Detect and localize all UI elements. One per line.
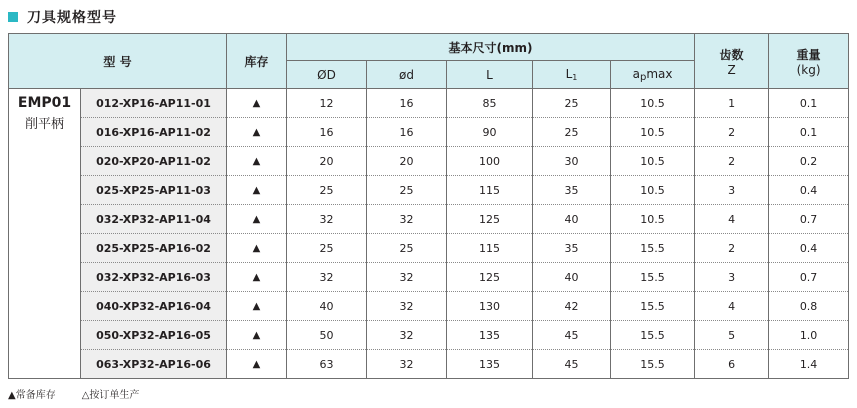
series-code: EMP01 [17, 95, 72, 111]
length-cell: 115 [447, 234, 533, 263]
length-1-cell: 40 [533, 263, 611, 292]
teeth-cell: 4 [695, 292, 769, 321]
ap-max-cell: 10.5 [611, 205, 695, 234]
outer-diameter-cell: 63 [287, 350, 367, 379]
length-1-cell: 45 [533, 350, 611, 379]
teeth-cell: 2 [695, 147, 769, 176]
model-cell: 032-XP32-AP16-03 [81, 263, 227, 292]
shank-diameter-cell: 32 [367, 263, 447, 292]
spec-table [8, 33, 849, 379]
teeth-cell: 5 [695, 321, 769, 350]
header-weight [769, 34, 849, 89]
stock-cell: ▲ [227, 234, 287, 263]
length-cell: 90 [447, 118, 533, 147]
weight-cell: 1.4 [769, 350, 849, 379]
header-ap-sub: p [639, 71, 647, 83]
header-length-1-sub: 1 [572, 73, 578, 82]
header-teeth [695, 34, 769, 89]
header-weight-label: 重量 [796, 47, 821, 62]
model-cell: 025-XP25-AP11-03 [81, 176, 227, 205]
header-ap-suffix: max [646, 66, 673, 81]
ap-max-cell: 10.5 [611, 176, 695, 205]
length-cell: 125 [447, 205, 533, 234]
table-row [9, 205, 849, 234]
weight-cell: 0.7 [769, 263, 849, 292]
length-1-cell: 35 [533, 234, 611, 263]
ap-max-cell: 15.5 [611, 263, 695, 292]
length-1-cell: 30 [533, 147, 611, 176]
shank-diameter-cell: 25 [367, 176, 447, 205]
length-cell: 135 [447, 350, 533, 379]
shank-diameter-cell: 32 [367, 292, 447, 321]
table-row [9, 321, 849, 350]
weight-cell: 0.8 [769, 292, 849, 321]
weight-cell: 0.4 [769, 176, 849, 205]
model-cell: 016-XP16-AP11-02 [81, 118, 227, 147]
length-cell: 100 [447, 147, 533, 176]
ap-max-cell: 15.5 [611, 234, 695, 263]
outer-diameter-cell: 32 [287, 205, 367, 234]
teeth-cell: 4 [695, 205, 769, 234]
legend-in-stock: ▲常备库存 [8, 390, 56, 401]
teeth-cell: 2 [695, 118, 769, 147]
header-length: L [447, 61, 533, 89]
weight-cell: 1.0 [769, 321, 849, 350]
header-weight-unit: (kg) [796, 62, 821, 77]
header-ap-max [611, 61, 695, 89]
table-row [9, 234, 849, 263]
header-shank-diameter: ød [367, 61, 447, 89]
stock-cell: ▲ [227, 89, 287, 118]
outer-diameter-cell: 40 [287, 292, 367, 321]
header-length-1-main: L [565, 67, 573, 81]
spec-table-body [9, 89, 849, 379]
outer-diameter-cell: 25 [287, 234, 367, 263]
stock-cell: ▲ [227, 118, 287, 147]
shank-diameter-cell: 16 [367, 118, 447, 147]
length-1-cell: 40 [533, 205, 611, 234]
header-teeth-unit: Z [727, 62, 736, 77]
teeth-cell: 1 [695, 89, 769, 118]
shank-diameter-cell: 16 [367, 89, 447, 118]
section-title: 刀具规格型号 [27, 10, 117, 26]
length-cell: 135 [447, 321, 533, 350]
ap-max-cell: 15.5 [611, 321, 695, 350]
legend-made-to-order: △按订单生产 [81, 390, 140, 401]
outer-diameter-cell: 32 [287, 263, 367, 292]
teeth-cell: 6 [695, 350, 769, 379]
ap-max-cell: 10.5 [611, 89, 695, 118]
table-row [9, 176, 849, 205]
stock-cell: ▲ [227, 176, 287, 205]
outer-diameter-cell: 16 [287, 118, 367, 147]
table-row [9, 147, 849, 176]
header-ap-main: a [632, 66, 640, 81]
table-row [9, 292, 849, 321]
header-length-1 [533, 61, 611, 89]
stock-cell: ▲ [227, 205, 287, 234]
table-row [9, 350, 849, 379]
teeth-cell: 3 [695, 263, 769, 292]
model-cell: 025-XP25-AP16-02 [81, 234, 227, 263]
weight-cell: 0.4 [769, 234, 849, 263]
stock-cell: ▲ [227, 321, 287, 350]
table-row [9, 89, 849, 118]
ap-max-cell: 10.5 [611, 118, 695, 147]
header-outer-diameter: ØD [287, 61, 367, 89]
header-dimensions: 基本尺寸(mm) [287, 34, 695, 61]
length-1-cell: 42 [533, 292, 611, 321]
teeth-cell: 3 [695, 176, 769, 205]
weight-cell: 0.1 [769, 89, 849, 118]
ap-max-cell: 10.5 [611, 147, 695, 176]
length-cell: 115 [447, 176, 533, 205]
header-teeth-label: 齿数 [719, 47, 744, 62]
length-1-cell: 25 [533, 89, 611, 118]
teeth-cell: 2 [695, 234, 769, 263]
table-row [9, 263, 849, 292]
shank-diameter-cell: 25 [367, 234, 447, 263]
stock-cell: ▲ [227, 147, 287, 176]
series-cell [9, 89, 81, 379]
model-cell: 020-XP20-AP11-02 [81, 147, 227, 176]
length-1-cell: 45 [533, 321, 611, 350]
series-name: 削平柄 [24, 117, 64, 132]
table-row [9, 118, 849, 147]
model-cell: 063-XP32-AP16-06 [81, 350, 227, 379]
length-cell: 125 [447, 263, 533, 292]
header-stock: 库存 [227, 34, 287, 89]
shank-diameter-cell: 32 [367, 321, 447, 350]
legend [8, 386, 139, 401]
header-model: 型 号 [9, 34, 227, 89]
shank-diameter-cell: 20 [367, 147, 447, 176]
stock-cell: ▲ [227, 292, 287, 321]
outer-diameter-cell: 20 [287, 147, 367, 176]
outer-diameter-cell: 25 [287, 176, 367, 205]
outer-diameter-cell: 50 [287, 321, 367, 350]
weight-cell: 0.7 [769, 205, 849, 234]
ap-max-cell: 15.5 [611, 292, 695, 321]
ap-max-cell: 15.5 [611, 350, 695, 379]
model-cell: 050-XP32-AP16-05 [81, 321, 227, 350]
length-1-cell: 25 [533, 118, 611, 147]
weight-cell: 0.2 [769, 147, 849, 176]
shank-diameter-cell: 32 [367, 205, 447, 234]
section-title-bar [8, 6, 117, 28]
outer-diameter-cell: 12 [287, 89, 367, 118]
weight-cell: 0.1 [769, 118, 849, 147]
length-cell: 85 [447, 89, 533, 118]
length-cell: 130 [447, 292, 533, 321]
stock-cell: ▲ [227, 350, 287, 379]
model-cell: 012-XP16-AP11-01 [81, 89, 227, 118]
model-cell: 040-XP32-AP16-04 [81, 292, 227, 321]
length-1-cell: 35 [533, 176, 611, 205]
shank-diameter-cell: 32 [367, 350, 447, 379]
model-cell: 032-XP32-AP11-04 [81, 205, 227, 234]
stock-cell: ▲ [227, 263, 287, 292]
title-marker-square [8, 12, 18, 22]
